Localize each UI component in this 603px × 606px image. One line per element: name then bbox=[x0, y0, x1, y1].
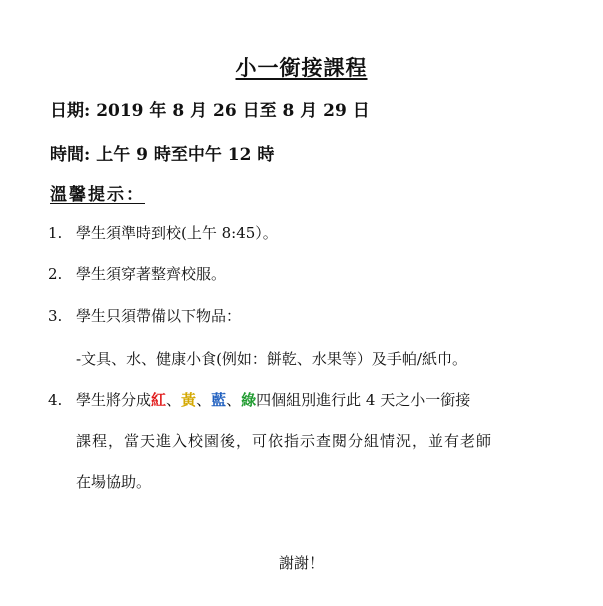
list-item-number: 3. bbox=[48, 307, 63, 325]
group-blue-label: 藍 bbox=[211, 391, 227, 409]
list-item-number: 4. bbox=[48, 391, 63, 409]
list-item-number: 2. bbox=[48, 265, 63, 283]
list-item bbox=[48, 222, 278, 243]
list-item-number: 1. bbox=[48, 224, 63, 242]
group-green-label: 綠 bbox=[241, 391, 257, 409]
time-line: 時間: 上午 9 時至中午 12 時 bbox=[50, 145, 275, 165]
list-item-text-prefix: 學生將分成 bbox=[76, 391, 152, 409]
list-item-text: 學生須準時到校(上午 8:45）。 bbox=[76, 224, 278, 242]
group-yellow-label: 黃 bbox=[181, 391, 197, 409]
list-item-subtext: -文具、水、健康小食(例如：餅乾、水果等）及手帕/紙巾。 bbox=[76, 350, 467, 368]
notice-heading: 溫馨提示： bbox=[50, 185, 145, 205]
list-item bbox=[48, 389, 470, 410]
date-line: 日期: 2019 年 8 月 26 日至 8 月 29 日 bbox=[50, 101, 370, 121]
list-item-text: 學生須穿著整齊校服。 bbox=[76, 265, 227, 283]
list-item bbox=[48, 263, 226, 284]
list-item-continuation: 在場協助。 bbox=[76, 473, 152, 491]
list-item-text: 學生只須帶備以下物品： bbox=[76, 307, 242, 325]
group-red-label: 紅 bbox=[151, 391, 167, 409]
separator: 、 bbox=[166, 391, 182, 409]
page-title bbox=[0, 52, 603, 82]
separator: 、 bbox=[226, 391, 242, 409]
list-item-text-suffix: 四個組別進行此 4 天之小一銜接 bbox=[256, 391, 471, 409]
separator: 、 bbox=[196, 391, 212, 409]
page-title-text: 小一銜接課程 bbox=[235, 55, 368, 80]
list-item bbox=[48, 305, 241, 326]
thanks-text: 謝謝！ bbox=[278, 554, 324, 572]
list-item-continuation: 課程，當天進入校園後，可依指示查閱分組情況，並有老師 bbox=[76, 432, 493, 450]
